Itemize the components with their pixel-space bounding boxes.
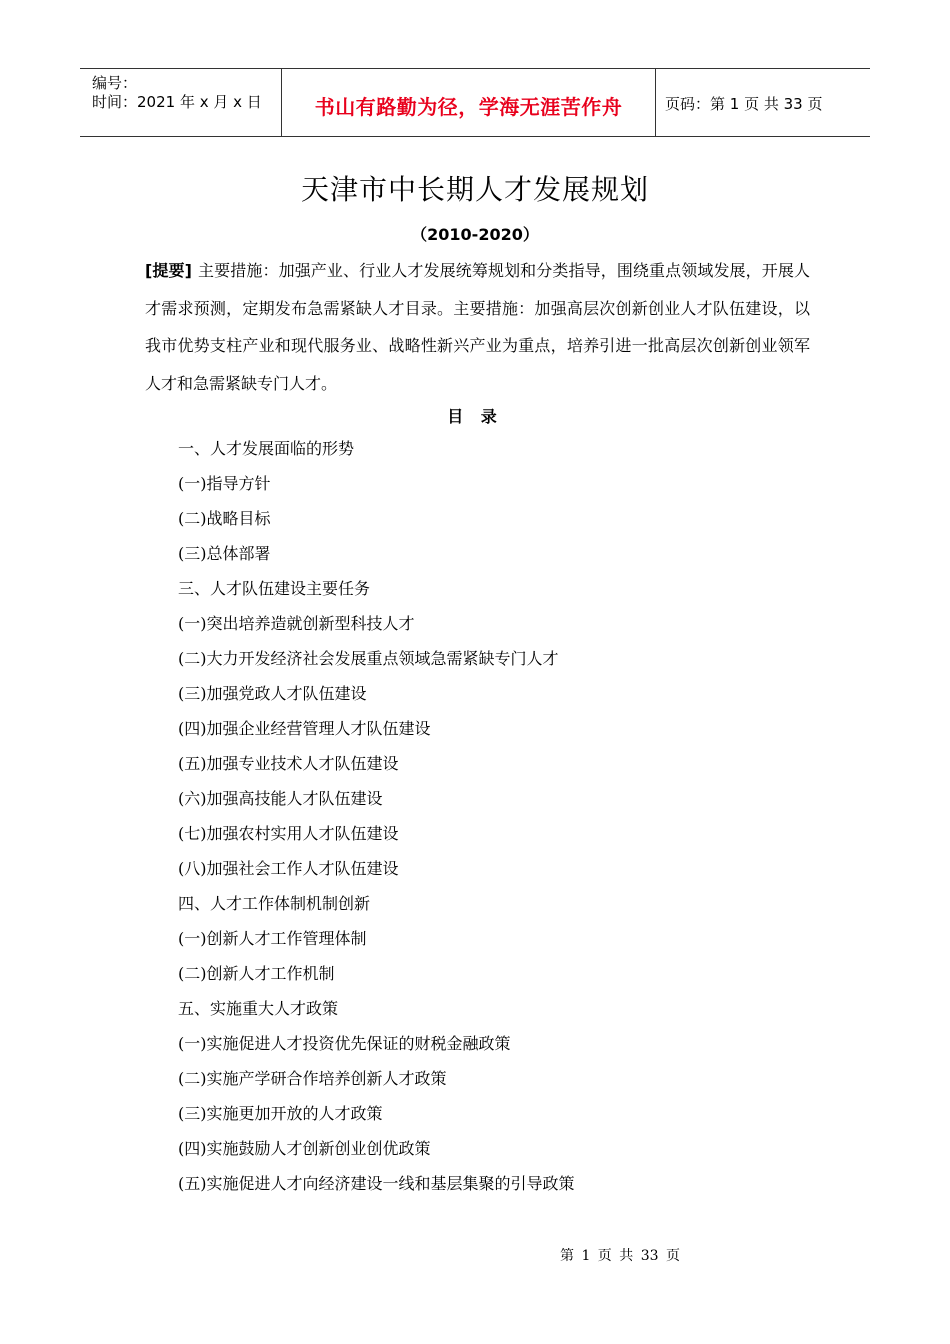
toc-item: (八)加强社会工作人才队伍建设 xyxy=(178,859,399,878)
toc-item: 三、人才队伍建设主要任务 xyxy=(178,579,371,598)
page-footer: 第 1 页 共 33 页 xyxy=(560,1248,680,1264)
toc-item: 四、人才工作体制机制创新 xyxy=(178,894,371,913)
abstract-paragraph xyxy=(145,252,810,402)
header-motto: 书山有路勤为径，学海无涯苦作舟 xyxy=(314,95,623,119)
toc-item: (二)大力开发经济社会发展重点领域急需紧缺专门人才 xyxy=(178,649,559,668)
toc-item: (二)战略目标 xyxy=(178,509,271,528)
document-subtitle: （2010-2020） xyxy=(411,225,539,244)
document-time-label: 时间：2021 年 x 月 x 日 xyxy=(92,93,262,111)
toc-item: (三)实施更加开放的人才政策 xyxy=(178,1104,383,1123)
toc-item: (三)总体部署 xyxy=(178,544,271,563)
table-of-contents xyxy=(178,436,575,1206)
toc-item: 一、人才发展面临的形势 xyxy=(178,439,355,458)
header-table xyxy=(80,68,870,137)
toc-heading: 目 录 xyxy=(447,407,503,426)
document-title: 天津市中长期人才发展规划 xyxy=(300,173,649,206)
toc-item: (三)加强党政人才队伍建设 xyxy=(178,684,367,703)
toc-item: (一)指导方针 xyxy=(178,474,271,493)
toc-item: (一)实施促进人才投资优先保证的财税金融政策 xyxy=(178,1034,511,1053)
abstract-tag: [提要] xyxy=(145,261,192,280)
header-page-cell xyxy=(655,69,870,136)
header-info-cell xyxy=(80,69,280,136)
toc-item: (七)加强农村实用人才队伍建设 xyxy=(178,824,399,843)
document-number-label: 编号： xyxy=(92,74,138,92)
header-page-count: 页码：第 1 页 共 33 页 xyxy=(665,95,823,113)
toc-item: (五)实施促进人才向经济建设一线和基层集聚的引导政策 xyxy=(178,1174,575,1193)
toc-item: (五)加强专业技术人才队伍建设 xyxy=(178,754,399,773)
toc-item: (四)实施鼓励人才创新创业创优政策 xyxy=(178,1139,431,1158)
toc-item: (四)加强企业经营管理人才队伍建设 xyxy=(178,719,431,738)
toc-item: (一)创新人才工作管理体制 xyxy=(178,929,367,948)
header-motto-cell xyxy=(281,69,656,136)
toc-item: (二)实施产学研合作培养创新人才政策 xyxy=(178,1069,447,1088)
toc-item: (六)加强高技能人才队伍建设 xyxy=(178,789,383,808)
toc-item: (一)突出培养造就创新型科技人才 xyxy=(178,614,415,633)
toc-item: 五、实施重大人才政策 xyxy=(178,999,339,1018)
toc-item: (二)创新人才工作机制 xyxy=(178,964,335,983)
abstract-text: 主要措施：加强产业、行业人才发展统筹规划和分类指导，围绕重点领域发展，开展人才需求预测，定期发布急需紧缺人才目录。主要措施：加强高层次创新创业人才队伍建设，以我市优势支柱产业和现代服务业、战略性新兴产业为重点，培养引进一批高层次创新创业领军人才和急需紧缺专门人才。 xyxy=(145,261,810,393)
